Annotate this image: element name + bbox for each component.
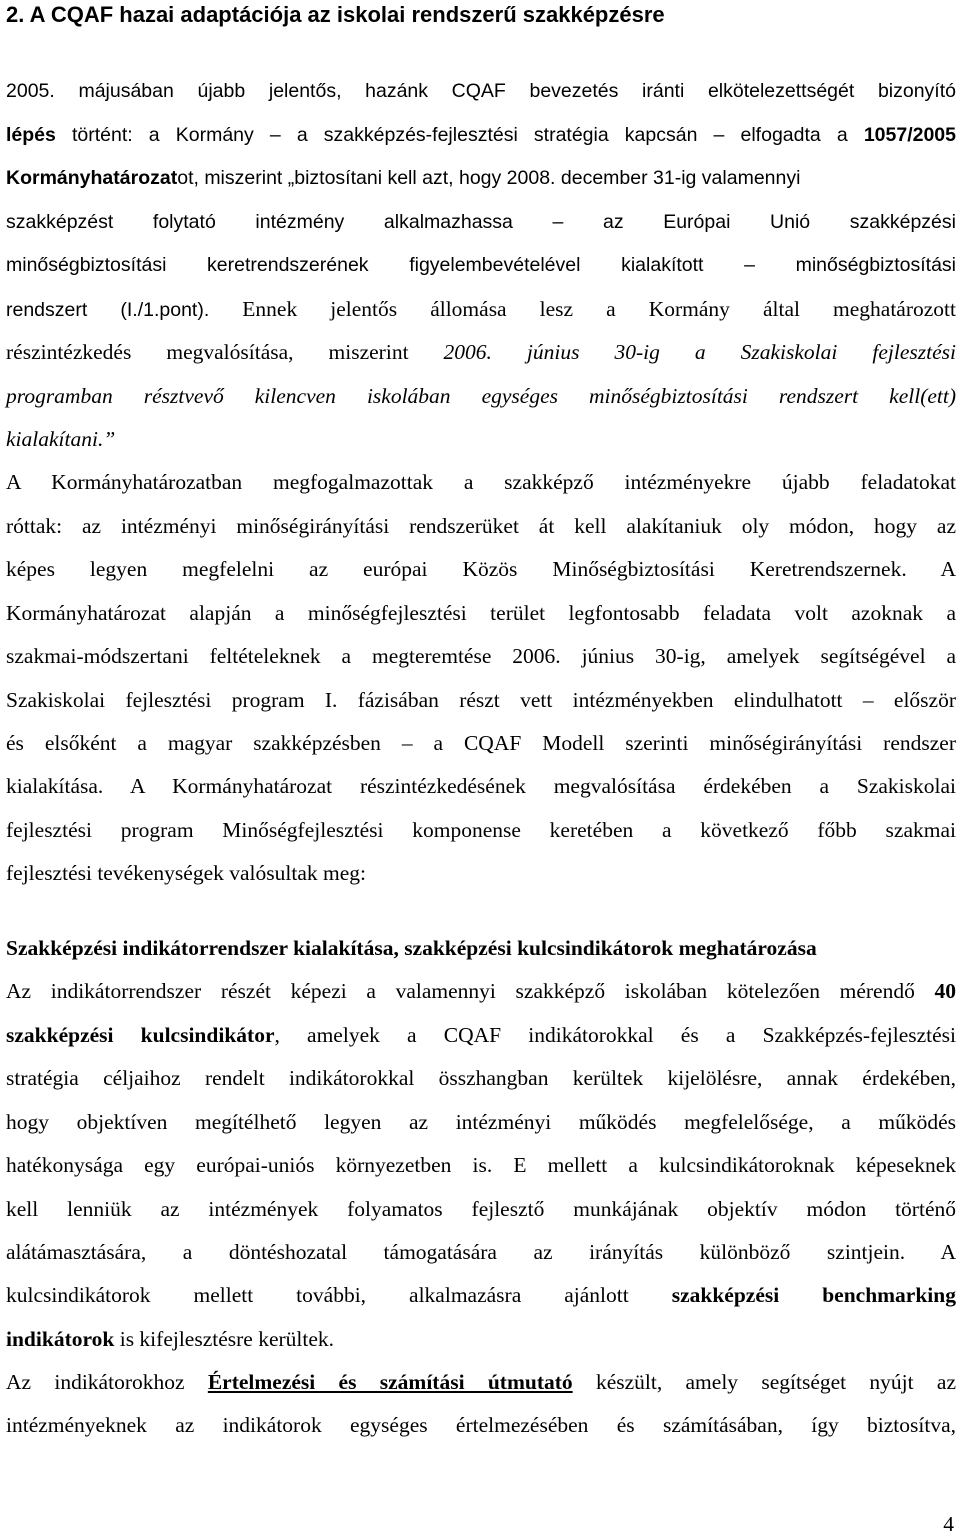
italic-text: 2006. június 30-ig a Szakiskolai fejlesztési bbox=[443, 340, 956, 364]
paragraph-3-line-3: stratégia céljaihoz rendelt indikátorokkal összhangban kerültek kijelölésre, annak érdekében, bbox=[6, 1066, 956, 1090]
bold-text: szakképzési kulcsindikátor bbox=[6, 1023, 275, 1047]
text-run: minőségbiztosítási keretrendszerének figyelembevételével kialakított – minőségbiztosítási bbox=[6, 254, 956, 276]
paragraph-1-line-1 bbox=[6, 76, 956, 106]
text-run: , amelyek a CQAF indikátorokkal és a Szakképzés-fejlesztési bbox=[274, 1023, 957, 1047]
paragraph-4-line-1 bbox=[6, 1367, 956, 1397]
text-run: részintézkedés megvalósítása, miszerint bbox=[6, 340, 444, 364]
paragraph-2-line-6: Szakiskolai fejlesztési program I. fázisában részt vett intézményekben elindulhatott – először bbox=[6, 688, 956, 712]
bold-text: lépés bbox=[6, 124, 56, 146]
paragraph-1-line-5 bbox=[6, 250, 956, 280]
paragraph-3-line-7: alátámasztására, a döntéshozatal támogatására az irányítás különböző szintjein. A bbox=[6, 1240, 956, 1264]
text-run: Az indikátorokhoz bbox=[6, 1370, 208, 1394]
bold-text: 1057/2005 bbox=[863, 124, 956, 146]
text-run: is kifejlesztésre kerültek. bbox=[114, 1327, 335, 1351]
section-heading: 2. A CQAF hazai adaptációja az iskolai rendszerű szakképzésre bbox=[6, 2, 665, 27]
paragraph-1-line-3 bbox=[6, 163, 956, 193]
paragraph-3-line-4: hogy objektíven megítélhető legyen az intézményi működés megfelelősége, a működés bbox=[6, 1110, 956, 1134]
paragraph-2-line-4: Kormányhatározat alapján a minőségfejlesztési terület legfontosabb feladata volt azoknak a bbox=[6, 601, 956, 625]
paragraph-1-line-4 bbox=[6, 207, 956, 237]
bold-text: indikátorok bbox=[6, 1327, 115, 1351]
text-run: készült, amely segítséget nyújt az bbox=[572, 1370, 956, 1394]
paragraph-3-line-5: hatékonysága egy európai-uniós környezetben is. E mellett a kulcsindikátoroknak képeseknek bbox=[6, 1153, 956, 1177]
paragraph-1-line-9 bbox=[6, 424, 956, 454]
paragraph-2-line-1: A Kormányhatározatban megfogalmazottak a szakképző intézményekre újabb feladatokat bbox=[6, 470, 956, 494]
paragraph-4-line-2: intézményeknek az indikátorok egységes értelmezésében és számításában, így biztosítva, bbox=[6, 1413, 956, 1437]
paragraph-3-line-9 bbox=[6, 1324, 956, 1354]
text-run: ot, miszerint „biztosítani kell azt, hogy 2008. december 31-ig valamennyi bbox=[177, 167, 801, 189]
text-run: szakképzést folytató intézmény alkalmazhassa – az Európai Unió szakképzési bbox=[6, 211, 956, 233]
paragraph-2-line-2: róttak: az intézményi minőségirányítási rendszerüket át kell alakítaniuk oly módon, hogy az bbox=[6, 514, 956, 538]
paragraph-1-line-6 bbox=[6, 294, 956, 325]
text-run: Ennek jelentős állomása lesz a Kormány által meghatározott bbox=[209, 297, 956, 321]
text-run: Az indikátorrendszer részét képezi a valamennyi szakképző iskolában kötelezően mérendő bbox=[6, 979, 935, 1003]
subheading: Szakképzési indikátorrendszer kialakítása, szakképzési kulcsindikátorok meghatározása bbox=[6, 936, 817, 960]
paragraph-3-line-2 bbox=[6, 1020, 956, 1050]
bold-text: 40 bbox=[934, 979, 956, 1003]
paragraph-2-line-10: fejlesztési tevékenységek valósultak meg: bbox=[6, 861, 366, 885]
italic-text: programban résztvevő kilencven iskolában egységes minőségbiztosítási rendszert kell(ett) bbox=[6, 384, 956, 408]
text-run: kulcsindikátorok mellett további, alkalmazásra ajánlott bbox=[6, 1283, 672, 1307]
bold-underlined-text: Értelmezési és számítási útmutató bbox=[207, 1370, 573, 1394]
paragraph-3-line-6: kell lenniük az intézmények folyamatos fejlesztő munkájának objektív módon történő bbox=[6, 1197, 956, 1221]
paragraph-2-line-9: fejlesztési program Minőségfejlesztési komponense keretében a következő főbb szakmai bbox=[6, 818, 956, 842]
paragraph-2-line-7: és elsőként a magyar szakképzésben – a CQAF Modell szerinti minőségirányítási rendszer bbox=[6, 731, 956, 755]
paragraph-2-line-8: kialakítása. A Kormányhatározat részintézkedésének megvalósítása érdekében a Szakiskolai bbox=[6, 774, 956, 798]
paragraph-2-line-5: szakmai-módszertani feltételeknek a megteremtése 2006. június 30-ig, amelyek segítségével a bbox=[6, 644, 956, 668]
paragraph-1-line-7 bbox=[6, 337, 956, 367]
paragraph-1-line-8 bbox=[6, 381, 956, 411]
italic-text: kialakítani.” bbox=[6, 427, 116, 451]
paragraph-3-line-1 bbox=[6, 976, 956, 1006]
page-number: 4 bbox=[943, 1512, 954, 1536]
text-run: történt: a Kormány – a szakképzés-fejlesztési stratégia kapcsán – elfogadta a bbox=[55, 124, 864, 146]
text-run: 2005. májusában újabb jelentős, hazánk CQAF bevezetés iránti elkötelezettségét bizonyító bbox=[6, 80, 956, 102]
bold-text: szakképzési benchmarking bbox=[671, 1283, 956, 1307]
bold-text: Kormányhatározat bbox=[6, 167, 178, 189]
paragraph-2-line-3: képes legyen megfelelni az európai Közös Minőségbiztosítási Keretrendszernek. A bbox=[6, 557, 956, 581]
paragraph-3-line-8 bbox=[6, 1280, 956, 1310]
paragraph-1-line-2 bbox=[6, 120, 956, 150]
text-run: rendszert (I./1.pont). bbox=[6, 299, 210, 321]
